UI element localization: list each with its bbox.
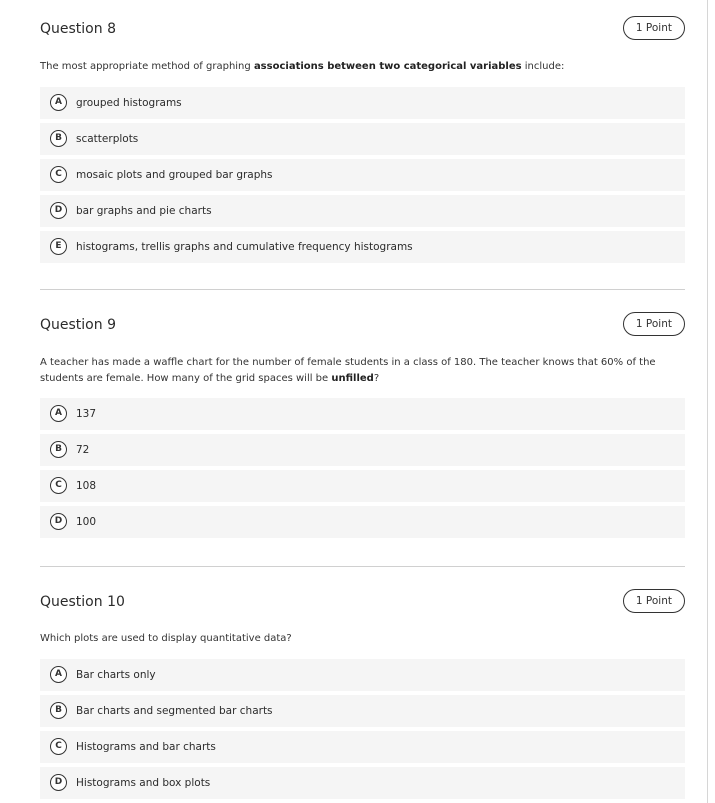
option-letter-circle: D — [50, 774, 67, 791]
question-header — [40, 312, 685, 338]
question-10 — [40, 589, 685, 803]
points-badge: 1 Point — [623, 16, 685, 40]
option-c[interactable] — [40, 159, 685, 191]
option-b[interactable] — [40, 123, 685, 155]
option-c[interactable] — [40, 470, 685, 502]
question-prompt — [40, 59, 685, 75]
question-title: Question 10 — [40, 594, 125, 610]
option-label: 72 — [76, 444, 90, 456]
question-prompt — [40, 355, 685, 387]
option-letter-circle: C — [50, 738, 67, 755]
question-title: Question 9 — [40, 317, 116, 333]
prompt-text-end: include: — [521, 61, 565, 72]
option-label: Histograms and box plots — [76, 777, 211, 789]
prompt-text: A teacher has made a waffle chart for the number of female students in a class of 180. The teacher knows that 60% of the students are female. How many of the grid spaces will be — [40, 357, 656, 384]
option-letter-circle: E — [50, 238, 67, 255]
question-8 — [40, 16, 685, 267]
question-title: Question 8 — [40, 21, 116, 37]
option-b[interactable] — [40, 434, 685, 466]
prompt-emphasis: unfilled — [331, 373, 374, 384]
option-d[interactable] — [40, 767, 685, 799]
points-badge: 1 Point — [623, 589, 685, 613]
option-label: bar graphs and pie charts — [76, 205, 212, 217]
option-letter-circle: C — [50, 477, 67, 494]
option-letter-circle: B — [50, 441, 67, 458]
option-letter-circle: A — [50, 666, 67, 683]
answer-options — [40, 87, 685, 263]
question-header — [40, 16, 685, 42]
option-letter-circle: D — [50, 513, 67, 530]
option-label: Histograms and bar charts — [76, 741, 216, 753]
option-label: grouped histograms — [76, 97, 182, 109]
points-badge: 1 Point — [623, 312, 685, 336]
option-c[interactable] — [40, 731, 685, 763]
option-b[interactable] — [40, 695, 685, 727]
option-a[interactable] — [40, 87, 685, 119]
option-label: 137 — [76, 408, 97, 420]
option-label: 108 — [76, 480, 97, 492]
prompt-text: The most appropriate method of graphing — [40, 61, 254, 72]
option-d[interactable] — [40, 195, 685, 227]
option-letter-circle: A — [50, 405, 67, 422]
answer-options — [40, 398, 685, 538]
option-a[interactable] — [40, 398, 685, 430]
option-letter-circle: D — [50, 202, 67, 219]
option-letter-circle: C — [50, 166, 67, 183]
option-label: scatterplots — [76, 133, 139, 145]
option-letter-circle: A — [50, 94, 67, 111]
option-letter-circle: B — [50, 702, 67, 719]
answer-options — [40, 659, 685, 799]
option-label: 100 — [76, 516, 97, 528]
option-label: Bar charts and segmented bar charts — [76, 705, 273, 717]
question-header — [40, 589, 685, 615]
page-edge-rule — [707, 0, 708, 803]
option-d[interactable] — [40, 506, 685, 538]
prompt-text-end: ? — [373, 373, 380, 384]
option-letter-circle: B — [50, 130, 67, 147]
question-divider — [40, 566, 685, 567]
prompt-text: Which plots are used to display quantitative data? — [40, 633, 292, 644]
option-label: Bar charts only — [76, 669, 156, 681]
prompt-emphasis: associations between two categorical variables — [253, 61, 522, 72]
option-a[interactable] — [40, 659, 685, 691]
question-prompt — [40, 631, 685, 647]
option-label: mosaic plots and grouped bar graphs — [76, 169, 273, 181]
question-divider — [40, 289, 685, 290]
option-e[interactable] — [40, 231, 685, 263]
question-9 — [40, 312, 685, 542]
option-label: histograms, trellis graphs and cumulative frequency histograms — [76, 241, 413, 253]
